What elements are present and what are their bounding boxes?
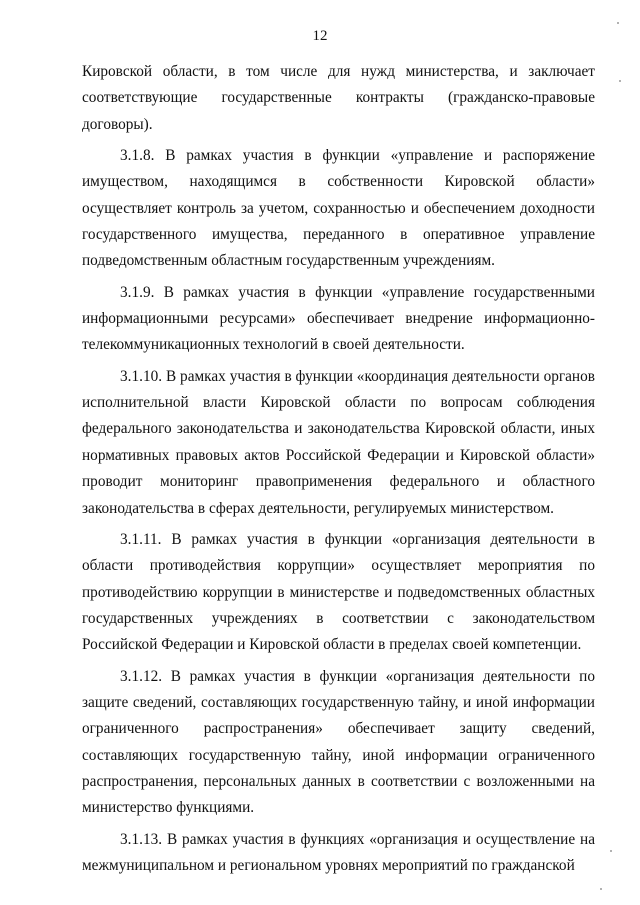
paragraph-3-1-12: 3.1.12. В рамках участия в функции «организация деятельности по защите сведений, составляющих государственную тайну, и иной информации ограниченного распространения» обеспечивает защиту сведений, составляющих государственную тайну, иной информации ограниченного распространения, персональных данных в соответствии с возложенными на министерство функциями.: [82, 667, 595, 817]
scan-speck: [617, 22, 619, 24]
paragraph-3-1-11: 3.1.11. В рамках участия в функции «организация деятельности в области противодействия коррупции» осуществляет мероприятия по противодействию коррупции в министерстве и подведомственных областных государственных учреждениях в соответствии с законодательством Российской Федерации и Кировской области в пределах своей компетенции.: [82, 530, 595, 654]
paragraph-3-1-9: 3.1.9. В рамках участия в функции «управление государственными информационными ресурсами» обеспечивает внедрение информационно-телекоммуникационных технологий в своей деятельности.: [82, 283, 595, 354]
scan-speck: [619, 80, 621, 82]
page-number: 12: [312, 28, 328, 44]
paragraph-continuation: Кировской области, в том числе для нужд министерства, и заключает соответствующие государственные контракты (гражданско-правовые договоры).: [82, 63, 595, 133]
scan-speck: [600, 888, 602, 890]
scan-speck: [610, 850, 612, 852]
paragraph-3-1-13: 3.1.13. В рамках участия в функциях «организация и осуществление на межмуниципальном и региональном уровнях мероприятий по гражданской: [82, 830, 595, 874]
paragraph-3-1-8: 3.1.8. В рамках участия в функции «управление и распоряжение имуществом, находящимся в собственности Кировской области» осуществляет контроль за учетом, сохранностью и обеспечением доходности государственного имущества, переданного в оперативное управление подведомственным областным государственным учреждениям.: [82, 147, 595, 270]
document-body: [82, 59, 595, 879]
paragraph-3-1-10: 3.1.10. В рамках участия в функции «координация деятельности органов исполнительной власти Кировской области по вопросам соблюдения федерального законодательства и законодательства Кировской области, иных нормативных правовых актов Российской Федерации и Кировской области» проводит мониторинг правоприменения федерального и областного законодательства в сферах деятельности, регулируемых министерством.: [82, 367, 595, 517]
